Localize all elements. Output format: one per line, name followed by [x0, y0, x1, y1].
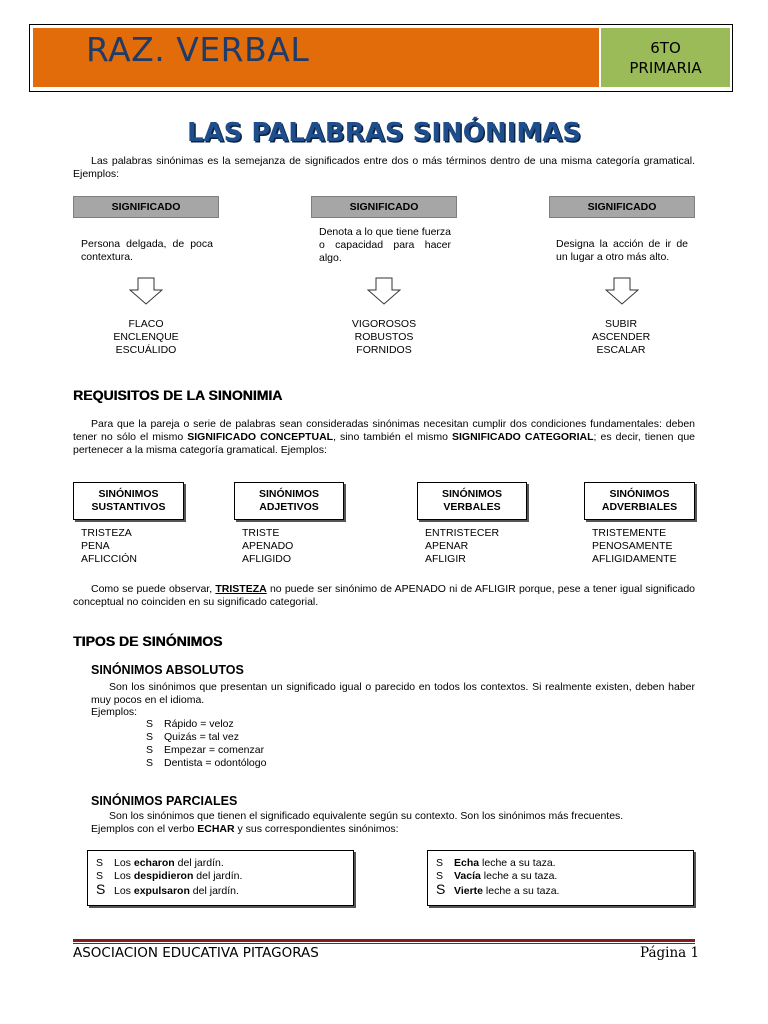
text: del jardín.	[189, 885, 239, 897]
bold-text: Echa	[454, 857, 480, 869]
page-label: Página	[640, 945, 691, 961]
type-box-line: SINÓNIMOS	[609, 488, 670, 500]
bold-text: SIGNIFICADO CATEGORIAL	[452, 431, 594, 443]
parciales-ejemplos	[91, 823, 399, 836]
type-box-line: SUSTANTIVOS	[91, 501, 166, 513]
list-marker: S	[436, 870, 444, 882]
list-item	[146, 731, 266, 744]
significado-label-1: SIGNIFICADO	[73, 196, 219, 218]
intro-paragraph: Las palabras sinónimas es la semejanza de significados entre dos o más términos dentro de una misma categoría gramatical. Ejemplos:	[73, 155, 695, 180]
page-number: 1	[690, 945, 700, 961]
word: AFLICCIÓN	[81, 553, 138, 565]
bold-text: TRISTEZA	[215, 583, 267, 595]
bold-text: despidieron	[133, 870, 194, 882]
significado-text-2: Denota a lo que tiene fuerza o capacidad para hacer algo.	[319, 226, 451, 264]
list-marker: S	[96, 870, 104, 882]
text: Para que la pareja o serie de palabras sean consideradas sinónimas necesitan cumplir dos condiciones fundamentales: deben tener no sólo el mismo	[73, 418, 695, 443]
word: ASCENDER	[591, 331, 651, 343]
text: del jardín.	[174, 857, 224, 869]
type-box-verbales	[417, 482, 527, 520]
text: Los	[114, 870, 134, 882]
word: ROBUSTOS	[354, 331, 414, 343]
item-text: Quizás = tal vez	[164, 731, 239, 743]
down-arrow-icon	[605, 277, 639, 305]
word: PENOSAMENTE	[592, 540, 673, 552]
page-title: LAS PALABRAS SINÓNIMAS	[186, 118, 582, 148]
word: ESCALAR	[596, 344, 646, 356]
word: AFLIGIDO	[242, 553, 292, 565]
list-marker: S	[146, 731, 154, 743]
type-box-adverbiales	[584, 482, 695, 520]
word: PENA	[81, 540, 110, 552]
word: ENTRISTECER	[425, 527, 500, 539]
list-item	[96, 857, 345, 870]
type-box-line: ADJETIVOS	[259, 501, 319, 513]
requisitos-paragraph	[73, 418, 695, 457]
text: no puede ser sinónimo de APENADO ni de AFLIGIR porque, pese a tener igual significado conceptual no coinciden en su significado categorial.	[73, 583, 695, 608]
text: leche a su taza.	[480, 870, 558, 882]
list-item	[436, 883, 685, 898]
bold-text: expulsaron	[133, 885, 190, 897]
footer-school: ASOCIACION EDUCATIVA PITAGORAS	[73, 945, 319, 961]
synonym-words-3	[551, 318, 691, 357]
parciales-text: Son los sinónimos que tienen el significado equivalente según su contexto. Son los sinónimos más frecuentes.	[109, 810, 624, 822]
bold-text: SIGNIFICADO CONCEPTUAL	[187, 431, 334, 443]
absolutos-text: Son los sinónimos que presentan un significado igual o parecido en todos los contextos. Si realmente existen, deben haber muy pocos en el idioma.	[91, 681, 695, 706]
list-item	[96, 883, 345, 898]
word: TRISTEMENTE	[592, 527, 667, 539]
list-item	[146, 718, 266, 731]
synonym-words-1	[76, 318, 216, 357]
item-text: Rápido = veloz	[164, 718, 234, 730]
header-grade-box	[601, 28, 730, 87]
type-box-adjetivos	[234, 482, 344, 520]
word: AFLIGIDAMENTE	[592, 553, 677, 565]
absolutos-example-list	[146, 718, 266, 770]
list-marker: S	[146, 718, 154, 730]
list-item	[146, 757, 266, 770]
type-box-line: SINÓNIMOS	[98, 488, 159, 500]
item-text: Empezar = comenzar	[164, 744, 265, 756]
word: ESCUÁLIDO	[115, 344, 177, 356]
example-box-leche	[427, 850, 694, 906]
text: leche a su taza.	[479, 857, 556, 869]
list-item	[146, 744, 266, 757]
type-box-line: SINÓNIMOS	[258, 488, 320, 500]
text: Los	[114, 857, 134, 869]
significado-label-2: SIGNIFICADO	[311, 196, 457, 218]
list-item	[436, 857, 685, 870]
type-words-adverbiales	[592, 527, 677, 566]
type-words-verbales	[425, 527, 499, 566]
down-arrow-icon	[367, 277, 401, 305]
word: SUBIR	[604, 318, 638, 330]
text: Ejemplos con el verbo	[91, 823, 198, 835]
word: TRISTEZA	[81, 527, 132, 539]
list-item	[96, 870, 345, 883]
word: FLACO	[128, 318, 164, 330]
type-box-line: SINÓNIMOS	[441, 488, 503, 500]
word: APENAR	[425, 540, 469, 552]
tipos-heading: TIPOS DE SINÓNIMOS	[73, 633, 223, 649]
word: ENCLENQUE	[113, 331, 179, 343]
footer-rule	[73, 939, 695, 942]
list-marker: S	[436, 857, 444, 869]
footer-rule-thin	[73, 943, 695, 944]
word: VIGOROSOS	[351, 318, 417, 330]
list-marker: S	[146, 744, 154, 756]
list-marker: S	[96, 881, 106, 897]
bold-text: echaron	[133, 857, 175, 869]
grade-line-1: 6TO	[650, 38, 681, 57]
word: TRISTE	[242, 527, 280, 539]
type-words-sustantivos	[81, 527, 137, 566]
significado-text-1: Persona delgada, de poca contextura.	[81, 238, 213, 263]
footer-page	[640, 945, 699, 961]
significado-label-3: SIGNIFICADO	[549, 196, 695, 218]
text: del jardín.	[193, 870, 243, 882]
item-text: Dentista = odontólogo	[164, 757, 267, 769]
word: AFLIGIR	[425, 553, 466, 565]
list-marker: S	[436, 881, 446, 897]
text: y sus correspondientes sinónimos:	[234, 823, 399, 835]
synonym-words-2	[314, 318, 454, 357]
down-arrow-icon	[129, 277, 163, 305]
type-words-adjetivos	[242, 527, 293, 566]
word: APENADO	[242, 540, 294, 552]
significado-text-3: Designa la acción de ir de un lugar a otro más alto.	[556, 238, 688, 263]
type-box-sustantivos	[73, 482, 184, 520]
absolutos-heading: SINÓNIMOS ABSOLUTOS	[91, 663, 244, 677]
type-box-line: ADVERBIALES	[601, 501, 678, 513]
bold-text: ECHAR	[197, 823, 235, 835]
list-marker: S	[146, 757, 154, 769]
observe-paragraph	[73, 583, 695, 609]
text: leche a su taza.	[483, 885, 560, 897]
grade-line-2: PRIMARIA	[629, 58, 702, 77]
bold-text: Vacía	[454, 870, 481, 882]
parciales-heading: SINÓNIMOS PARCIALES	[91, 794, 238, 808]
header-title: RAZ. VERBAL	[86, 30, 310, 69]
type-box-line: VERBALES	[443, 501, 501, 513]
text: ; es decir, tienen que pertenecer a la misma categoría gramatical. Ejemplos:	[73, 431, 695, 456]
word: FORNIDOS	[356, 344, 412, 356]
list-marker: S	[96, 857, 104, 869]
absolutos-ejemplos-label: Ejemplos:	[91, 706, 138, 718]
bold-text: Vierte	[454, 885, 483, 897]
text: , sino también el mismo	[333, 431, 452, 443]
text: Como se puede observar,	[91, 583, 216, 595]
text: Los	[114, 885, 134, 897]
example-box-echar	[87, 850, 354, 906]
list-item	[436, 870, 685, 883]
requisitos-heading: REQUISITOS DE LA SINONIMIA	[73, 387, 283, 403]
